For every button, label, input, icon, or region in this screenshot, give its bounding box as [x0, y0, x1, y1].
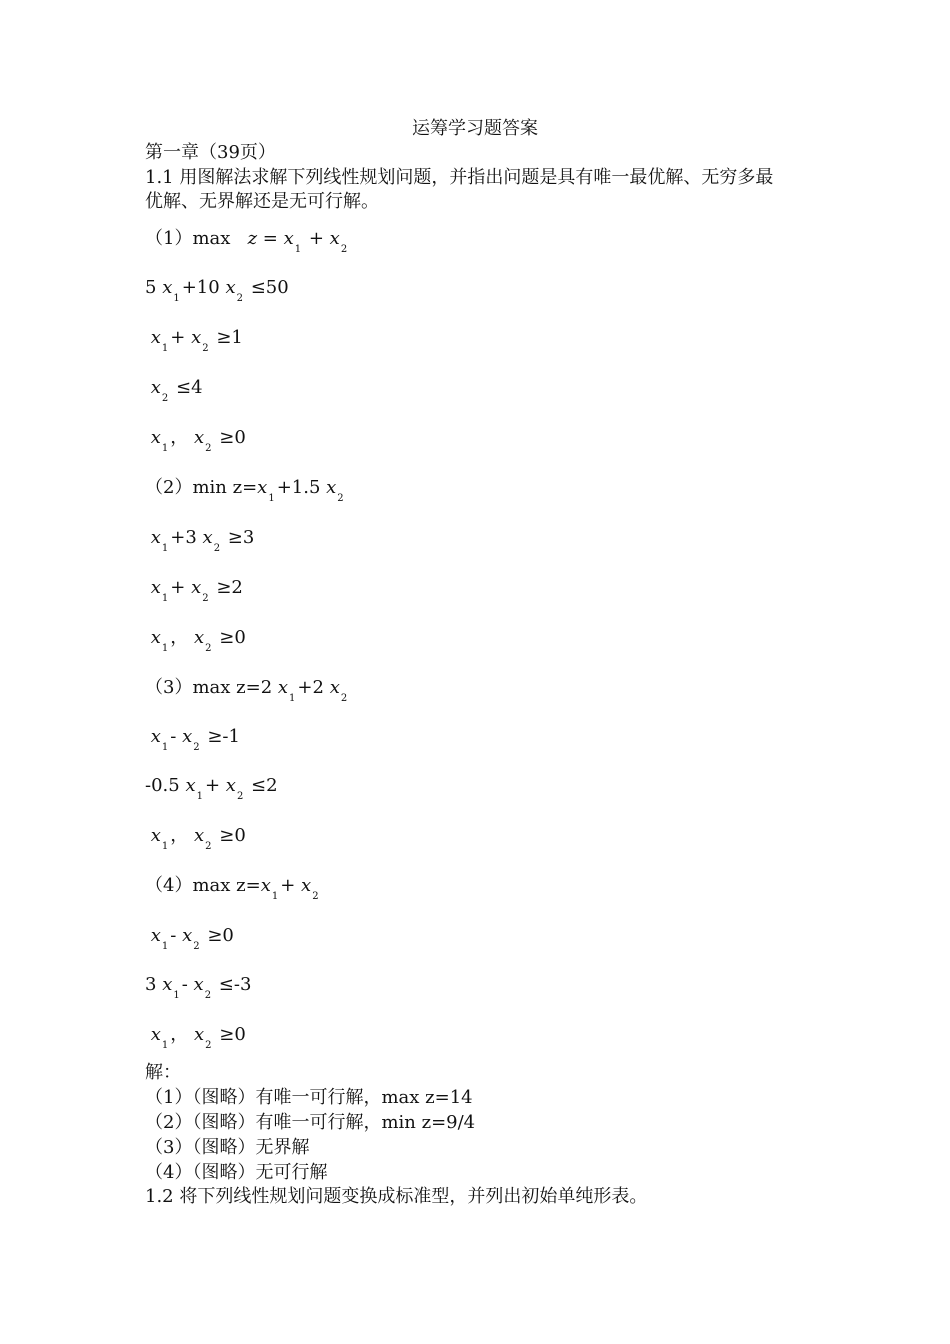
problem-1-2-text: 1.2 将下列线性规划问题变换成标准型，并列出初始单纯形表。	[145, 1186, 648, 1207]
chapter-heading: 第一章（39页）	[145, 142, 276, 163]
problem-1-1-text-line1: 1.1 用图解法求解下列线性规划问题，并指出问题是具有唯一最优解、无穷多最	[145, 167, 774, 188]
solution-label: 解：	[145, 1062, 181, 1083]
lp3-constraint-1: $x_1-$ $x_2 \ge-1$	[150, 726, 240, 753]
lp3-objective: （3）max z=2 $x_1+2$ $x_2$	[145, 677, 348, 704]
lp2-label: （2）min z=	[145, 477, 258, 498]
lp1-objective: （1）max $z = x_1 + x_2$	[145, 228, 348, 255]
solution-answer-2: （2）（图略）有唯一可行解，min z=9/4	[145, 1112, 476, 1133]
lp3-constraint-3: $x_1$， $x_2 \ge 0$	[150, 825, 246, 852]
solution-answer-3: （3）（图略）无界解	[145, 1137, 310, 1158]
problem-1-1-text-line2: 优解、无界解还是无可行解。	[145, 191, 379, 212]
solution-answer-1: （1）（图略）有唯一可行解，max z=14	[145, 1087, 473, 1108]
lp1-constraint-4: $x_1$， $x_2 \ge 0$	[150, 427, 246, 454]
lp4-constraint-2: 3 $x_1-$ $x_2 \le-3$	[145, 974, 252, 1001]
lp1-constraint-3: $x_2 \le 4$	[150, 377, 203, 404]
lp2-constraint-2: $x_1+ x_2 \ge 2$	[150, 577, 243, 604]
lp3-constraint-2: -0.5 $x_1+ x_2 \le 2$	[145, 775, 278, 802]
lp2-constraint-3: $x_1$， $x_2 \ge 0$	[150, 627, 246, 654]
lp1-constraint-1: 5 $x_1+10$ $x_2 \le 50$	[145, 277, 289, 304]
lp2-objective: （2）min $z=x_1+1.5$ $x_2$	[145, 477, 344, 504]
lp2-constraint-1: $x_1+3$ $x_2 \ge 3$	[150, 527, 255, 554]
lp4-label: （4）max z=	[145, 875, 261, 896]
document-title: 运筹学习题答案	[412, 118, 538, 139]
lp1-constraint-2: $x_1+ x_2 \ge 1$	[150, 327, 243, 354]
lp4-constraint-1: $x_1-$ $x_2 \ge 0$	[150, 925, 234, 952]
lp4-objective: （4）max $z=x_1+ x_2$	[145, 875, 319, 902]
lp3-label: （3）max z=	[145, 677, 261, 698]
lp1-label: （1）max	[145, 228, 231, 249]
lp4-constraint-3: $x_1$， $x_2 \ge 0$	[150, 1024, 246, 1051]
solution-answer-4: （4）（图略）无可行解	[145, 1162, 328, 1183]
